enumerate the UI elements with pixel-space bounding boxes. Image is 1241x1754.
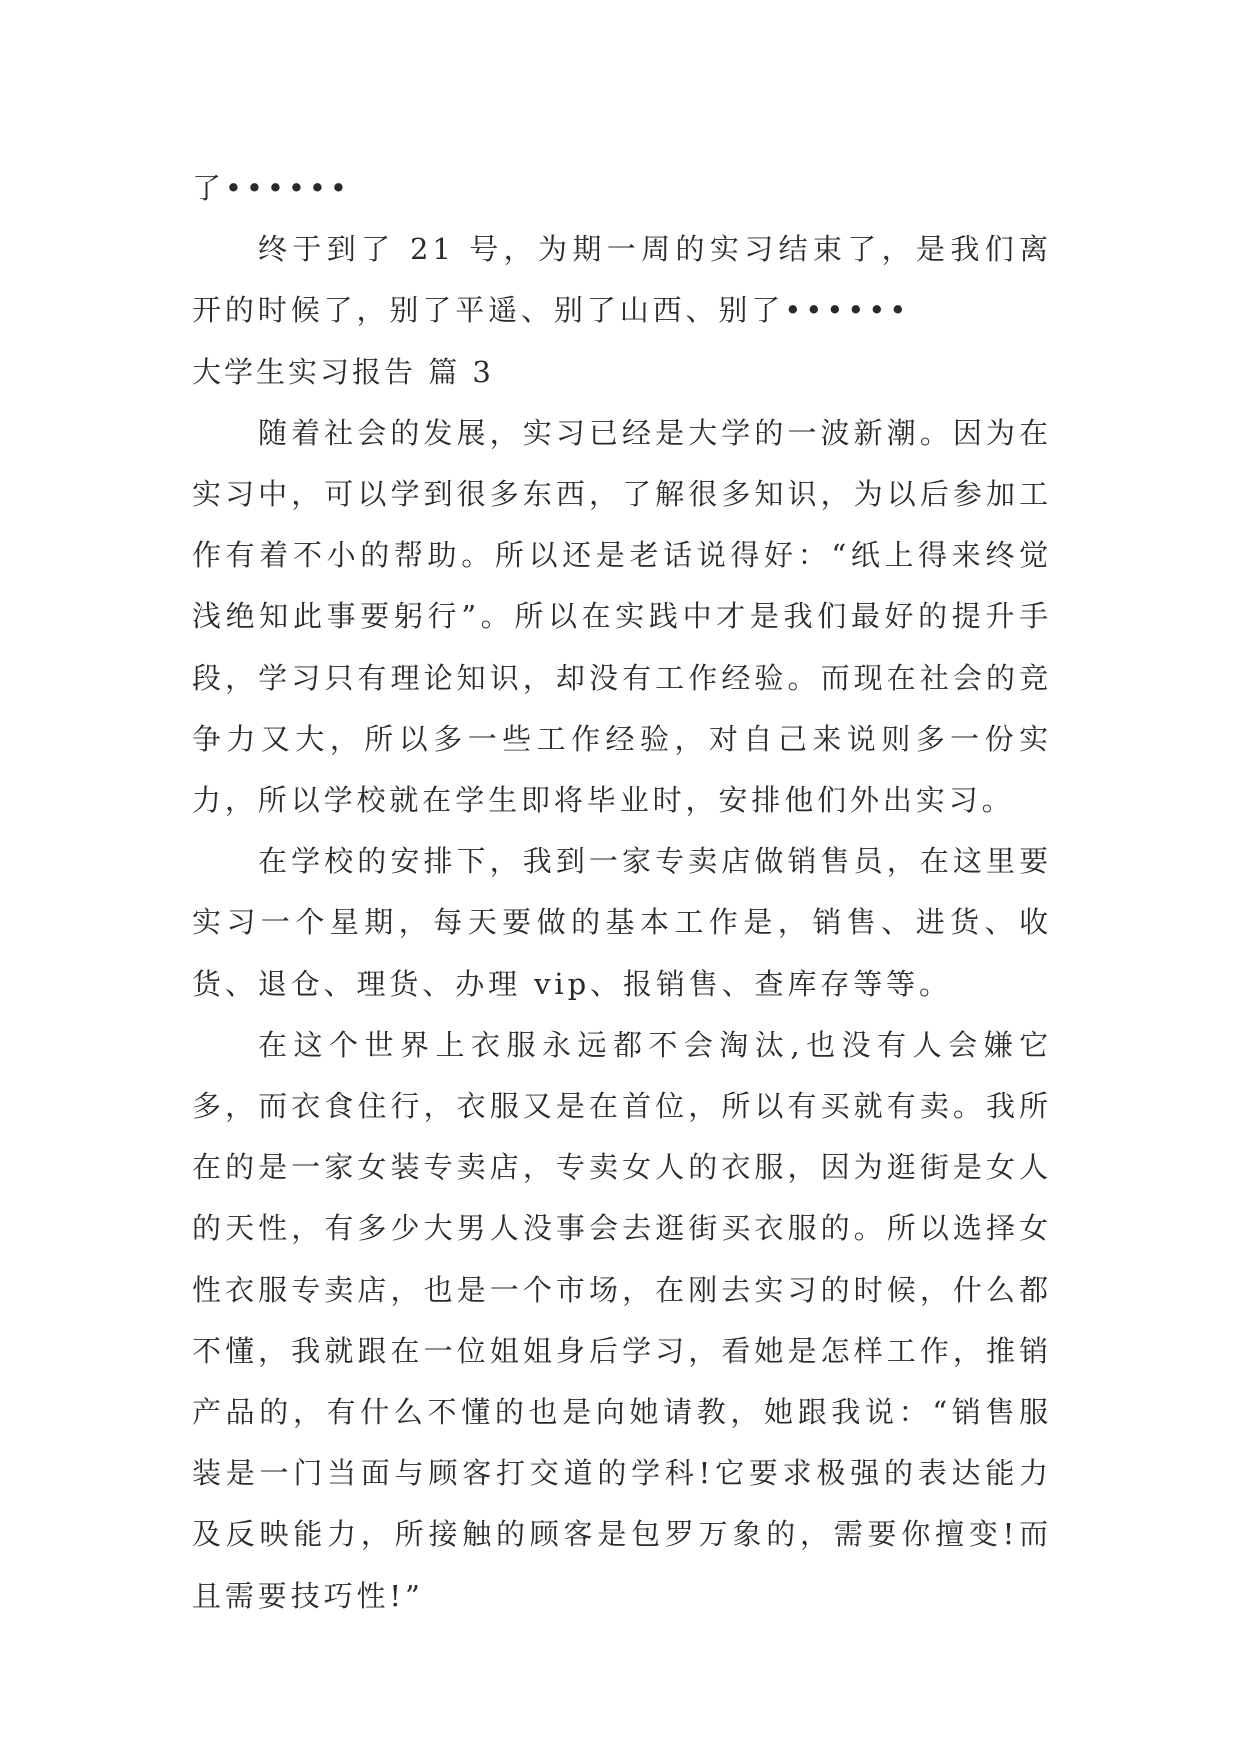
paragraph-3: 在这个世界上衣服永远都不会淘汰,也没有人会嫌它多，而衣食住行，衣服又是在首位，所以有买就有卖。我所在的是一家女装专卖店，专卖女人的衣服，因为逛街是女人的天性，有多少大男人没事会去逛街买衣服的。所以选择女性衣服专卖店，也是一个市场，在刚去实习的时候，什么都不懂，我就跟在一位姐姐身后学习，看她是怎样工作，推销产品的，有什么不懂的也是向她请教，她跟我说：“销售服装是一门当面与顾客打交道的学科!它要求极强的表达能力及反映能力，所接触的顾客是包罗万象的，需要你擅变!而且需要技巧性!”: [192, 1027, 1052, 1613]
paragraph-internship-end: 终于到了 21 号，为期一周的实习结束了，是我们离开的时候了，别了平遥、别了山西、别了••••••: [192, 232, 1052, 328]
document-body: [192, 158, 1052, 1627]
paragraph-2: 在学校的安排下，我到一家专卖店做销售员，在这里要实习一个星期，每天要做的基本工作是，销售、进货、收货、退仓、理货、办理 vip、报销售、查库存等等。: [192, 844, 1052, 1001]
paragraph-1: 随着社会的发展，实习已经是大学的一波新潮。因为在实习中，可以学到很多东西，了解很多知识，为以后参加工作有着不小的帮助。所以还是老话说得好：“纸上得来终觉浅绝知此事要躬行”。所以在实践中才是我们最好的提升手段，学习只有理论知识，却没有工作经验。而现在社会的竞争力又大，所以多一些工作经验，对自己来说则多一份实力，所以学校就在学生即将毕业时，安排他们外出实习。: [192, 415, 1052, 818]
section-title: 大学生实习报告 篇 3: [192, 354, 494, 389]
continuation-line: 了••••••: [192, 171, 351, 205]
